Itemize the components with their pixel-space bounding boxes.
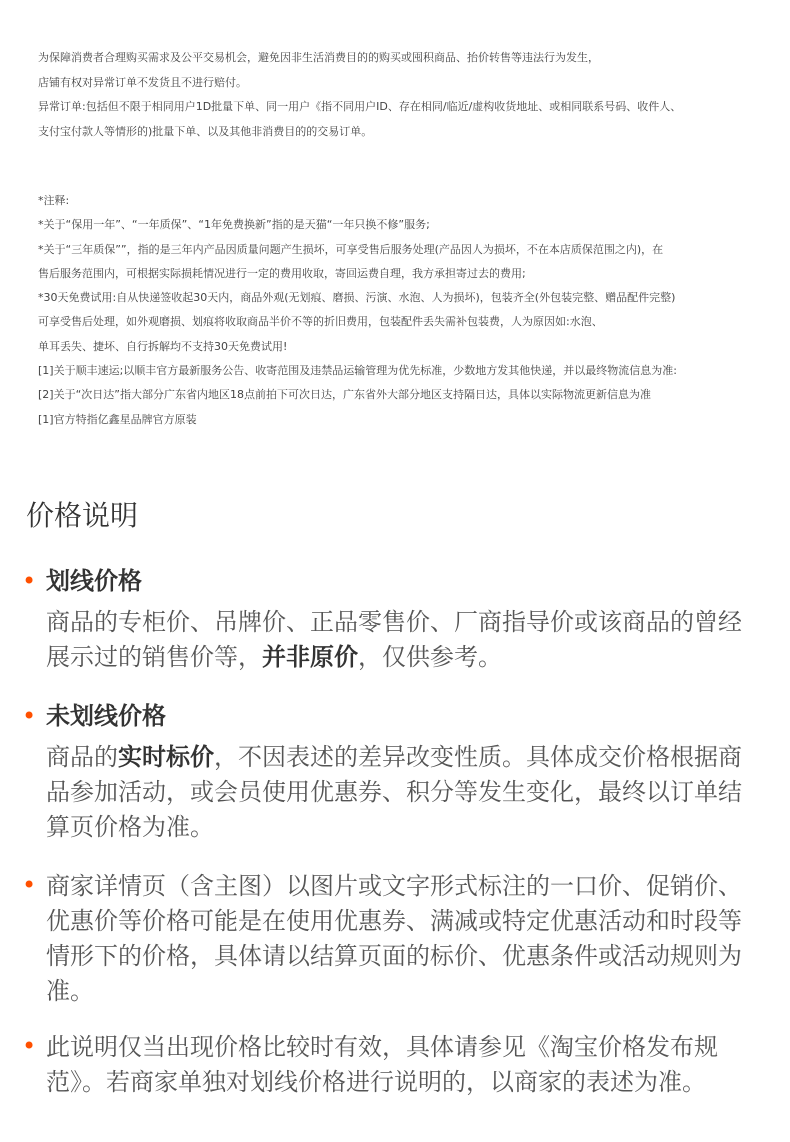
non-strikethrough-price-heading: 未划线价格	[46, 702, 166, 730]
bullet-dot: •	[22, 871, 37, 899]
notice-line: 店铺有权对异常订单不发货且不进行赔付。	[38, 75, 247, 89]
merchant-price-note-text: 商家详情页（含主图）以图片或文字形式标注的一口价、促销价、优惠价等价格可能是在使用优惠券、满减或特定优惠活动和时段等情形下的价格，具体请以结算页面的标价、优惠条件或活动规则为准。	[46, 872, 742, 1005]
price-validity-note	[22, 1030, 762, 1100]
note-line: *30天免费试用:自从快递签收起30天内，商品外观(无划痕、磨损、污演、水泡、人为损坏)，包装齐全(外包装完整、赠品配件完整)	[38, 291, 676, 305]
merchant-price-note	[22, 869, 762, 1009]
notice-line: 支付宝付款人等情形的)批量下单、以及其他非消费目的的交易订单。	[38, 124, 373, 138]
note-line: *关于“三年质保””，指的是三年内产品因质量问题产生损坏，可享受售后服务处理(产品因人为损坏，不在本店质保范围之内)，在	[38, 242, 664, 256]
note-line: *注释:	[38, 194, 70, 207]
note-line: *关于“保用一年”、“一年质保”、“1年免费换新”指的是天猫“一年只换不修”服务;	[38, 218, 430, 232]
non-strikethrough-price-section	[22, 700, 762, 845]
note-line: [1]关于顺丰速运;以顺丰官方最新服务公告、收寄范围及违禁品运输管理为优先标准，少数地方发其他快递，并以最终物流信息为准:	[38, 364, 677, 378]
note-line: [1]官方特指亿鑫星品牌官方原装	[38, 412, 197, 426]
strikethrough-price-body: 商品的专柜价、吊牌价、正品零售价、厂商指导价或该商品的曾经展示过的销售价等，并非原价，仅供参考。	[46, 608, 742, 671]
bullet-dot: •	[22, 567, 37, 595]
service-notes	[38, 189, 758, 432]
strikethrough-price-heading: 划线价格	[46, 567, 142, 595]
note-line: [2]关于“次日达”指大部分广东省内地区18点前拍下可次日达，广东省外大部分地区支持隔日达，具体以实际物流更新信息为准	[38, 388, 651, 402]
bullet-dot: •	[22, 702, 37, 730]
notice-line: 异常订单:包括但不限于相同用户1D批量下单、同一用户《指不同用户ID、存在相同/临近/虚构收货地址、或相同联系号码、收件人、	[38, 100, 682, 113]
price-explanation-title: 价格说明	[26, 499, 139, 532]
notice-line: 为保障消费者合理购买需求及公平交易机会，避免因非生活消费目的的购买或囤积商品、抬价转售等违法行为发生，	[38, 51, 599, 64]
emphasis-not-original-price: 并非原价	[262, 643, 358, 671]
bullet-dot: •	[22, 1032, 37, 1060]
strikethrough-price-section	[22, 565, 762, 675]
note-line: 单耳丢失、捷坏、自行拆解均不支持30天免费试用!	[38, 339, 288, 353]
non-strikethrough-price-body: 商品的实时标价，不因表述的差异改变性质。具体成交价格根据商品参加活动，或会员使用优惠券、积分等发生变化，最终以订单结算页价格为准。	[46, 743, 742, 841]
purchase-notice	[38, 46, 758, 144]
note-line: 可享受售后处理，如外观磨损、划痕将收取商品半价不等的折旧费用，包装配件丢失需补包装费，人为原因如:水泡、	[38, 315, 603, 329]
price-validity-note-text: 此说明仅当出现价格比较时有效，具体请参见《淘宝价格发布规范》。若商家单独对划线价格进行说明的，以商家的表述为准。	[46, 1033, 718, 1096]
note-line: 售后服务范围内，可根据实际损耗情况进行一定的费用收取，寄回运费自理，我方承担寄过去的费用;	[38, 266, 526, 280]
emphasis-real-time-price: 实时标价	[118, 743, 214, 771]
